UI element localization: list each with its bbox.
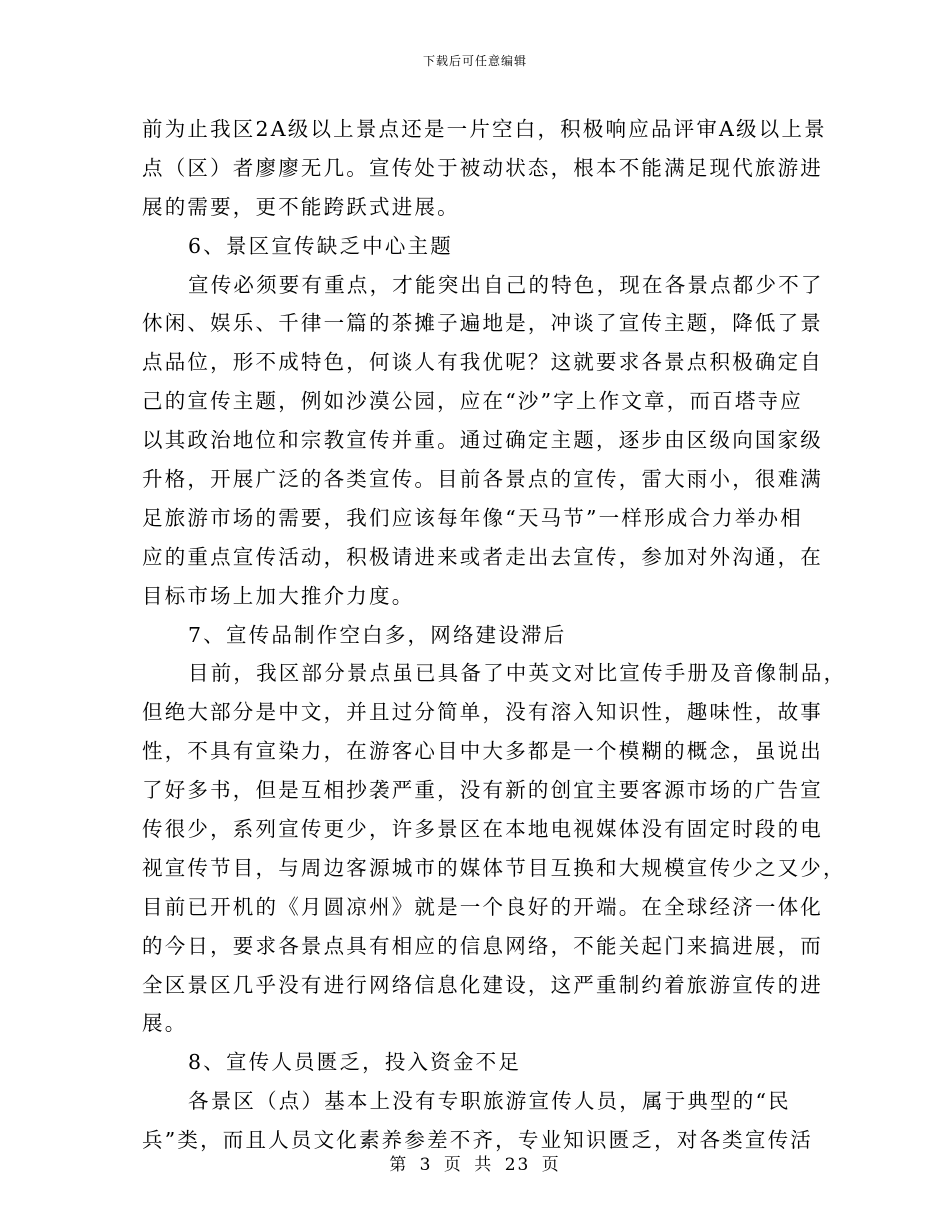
text-line: 应的重点宣传活动，积极请进来或者走出去宣传，参加对外沟通，在	[142, 544, 823, 569]
text-line: 展。	[142, 1011, 188, 1036]
text-line: 但绝大部分是中文，并且过分简单，没有溶入知识性，趣味性，故事	[142, 700, 823, 725]
text-line: 兵”类，而且人员文化素养参差不齐，专业知识匮乏，对各类宣传活	[142, 1128, 813, 1153]
text-line: 点品位，形不成特色，何谈人有我优呢？这就要求各景点积极确定自	[142, 350, 823, 375]
text-line: 了好多书，但是互相抄袭严重，没有新的创宜主要客源市场的广告宣	[142, 778, 823, 803]
text-line: 休闲、娱乐、千律一篇的茶摊子遍地是，冲谈了宣传主题，降低了景	[142, 311, 823, 336]
text-line: 的今日，要求各景点具有相应的信息网络，不能关起门来搞进展，而	[142, 933, 823, 958]
text-line: 宣传必须要有重点，才能突出自己的特色，现在各景点都少不了	[188, 272, 824, 297]
text-line: 视宣传节目，与周边客源城市的媒体节目互换和大规模宣传少之又少，	[142, 855, 846, 880]
text-line: 目前，我区部分景点虽已具备了中英文对比宣传手册及音像制品，	[188, 661, 847, 686]
page-header: 下载后可任意编辑	[422, 54, 527, 68]
text-line: 全区景区几乎没有进行网络信息化建设，这严重制约着旅游宣传的进	[142, 972, 823, 997]
text-line: 己的宣传主题，例如沙漠公园，应在“沙”字上作文章，而百塔寺应	[142, 389, 803, 414]
section-heading-8: 8、宣传人员匮乏，投入资金不足	[188, 1050, 522, 1075]
text-line: 传很少，系列宣传更少，许多景区在本地电视媒体没有固定时段的电	[142, 817, 823, 842]
text-line: 性，不具有宣染力，在游客心目中大多都是一个模糊的概念，虽说出	[142, 739, 823, 764]
text-line: 前为止我区2A级以上景点还是一片空白，积极响应品评审A级以上景	[142, 117, 827, 141]
text-line: 升格，开展广泛的各类宣传。目前各景点的宣传，雷大雨小，很难满	[142, 467, 823, 492]
text-line: 点（区）者廖廖无几。宣传处于被动状态，根本不能满足现代旅游进	[142, 155, 823, 180]
text-line: 目标市场上加大推介力度。	[142, 583, 415, 608]
text-line: 足旅游市场的需要，我们应该每年像“天马节”一样形成合力举办相	[142, 505, 803, 530]
section-heading-7: 7、宣传品制作空白多，网络建设滞后	[188, 622, 567, 647]
text-line: 展的需要，更不能跨跃式进展。	[142, 194, 460, 219]
document-body	[142, 110, 847, 1160]
text-line: 目前已开机的《月圆凉州》就是一个良好的开端。在全球经济一体化	[142, 894, 823, 919]
page-footer: 第 3 页 共 23 页	[389, 1155, 561, 1175]
text-line: 各景区（点）基本上没有专职旅游宣传人员，属于典型的“民	[188, 1089, 791, 1114]
section-heading-6: 6、景区宣传缺乏中心主题	[188, 233, 453, 258]
text-line: 以其政治地位和宗教宣传并重。通过确定主题，逐步由区级向国家级	[142, 428, 823, 453]
